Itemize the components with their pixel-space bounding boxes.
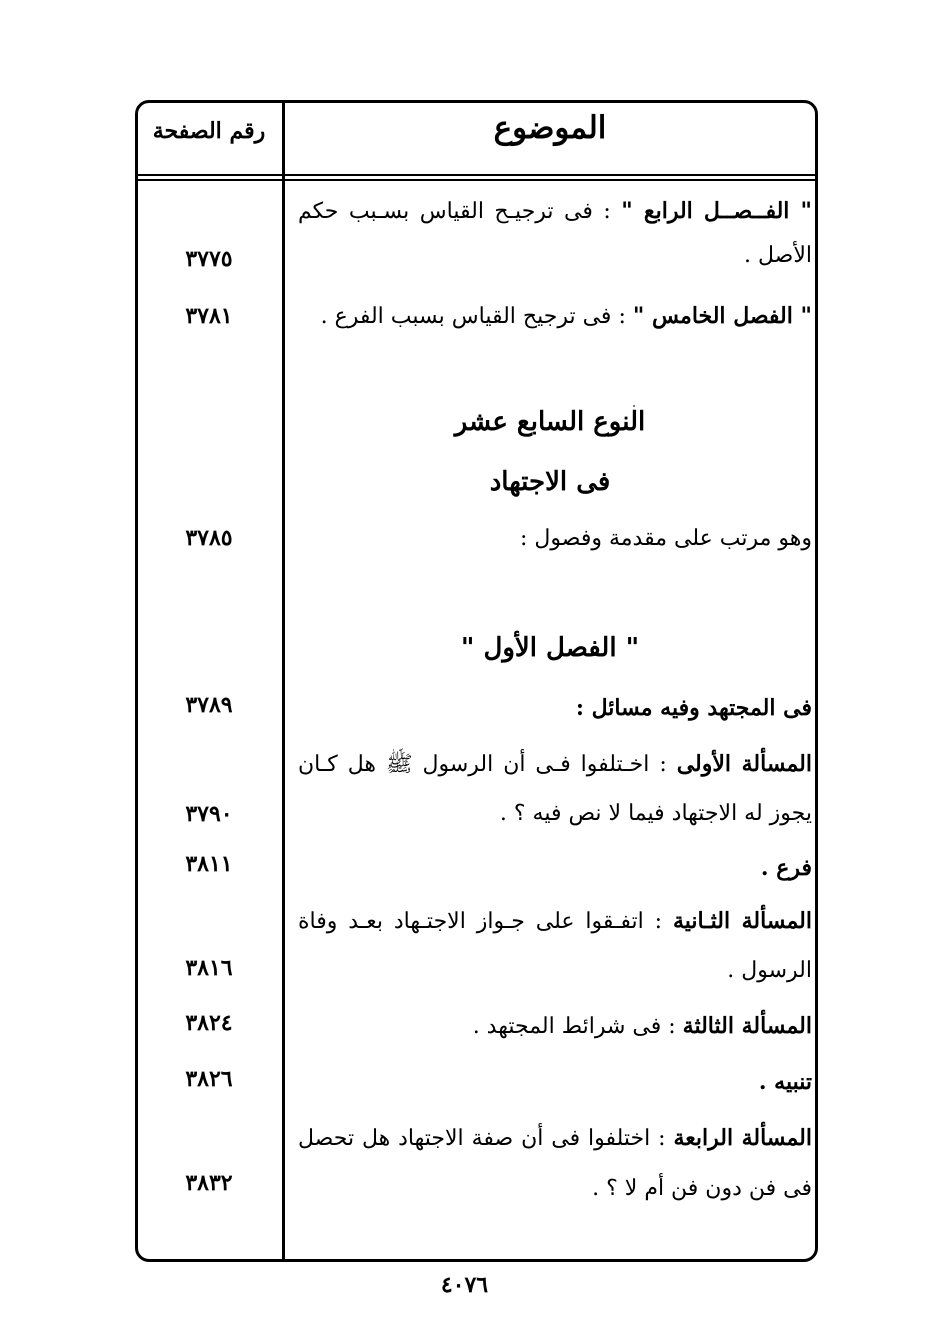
column-header-topic: الموضوع	[493, 110, 607, 146]
page-number: ٣٧٨١	[185, 303, 233, 329]
page-number: ٣٨١١	[185, 851, 233, 877]
toc-entry-line: " الفصل الخامس " : فى ترجيح القياس بسبب الفرع .	[320, 303, 812, 329]
toc-entry-line: فرع .	[760, 855, 812, 881]
toc-entry-line: فى المجتهد وفيه مسائل :	[575, 695, 812, 721]
page-number: ٣٨٢٦	[185, 1066, 233, 1092]
page-number: ٣٧٧٥	[185, 246, 233, 272]
section-heading: فى الاجتهاد	[489, 467, 611, 497]
header-rule	[135, 174, 818, 176]
header-rule-double	[135, 179, 818, 181]
toc-entry-line: المسألة الثالثة : فى شرائط المجتهد .	[472, 1013, 812, 1039]
toc-entry-line: فى فن دون فن أم لا ؟ .	[592, 1176, 812, 1201]
column-divider	[282, 100, 285, 1262]
chapter-heading: " الفصل الأول "	[460, 633, 640, 663]
page-number: ٣٧٨٩	[185, 692, 233, 718]
toc-entry-line: المسألة الرابعة : اختلفوا فى أن صفة الاجتهاد هل تحصل	[298, 1125, 812, 1151]
column-header-page-number: رقم الصفحة	[152, 118, 266, 144]
page-number: ٣٧٨٥	[185, 525, 233, 551]
page-number: ٣٧٩٠	[185, 801, 233, 827]
toc-entry-line: المسألة الأولى : اخـتلفوا فـى أن الرسول ﷺ هل كـان	[298, 751, 812, 777]
toc-entry-line: يجوز له الاجتهاد فيما لا نص فيه ؟ .	[499, 801, 812, 826]
toc-entry-line: المسألة الثـانية : اتفـقوا على جـواز الاجتـهاد بعـد وفاة	[298, 908, 812, 934]
page-number: ٣٨١٦	[185, 955, 233, 981]
toc-entry-line: الأصل .	[744, 243, 812, 268]
page-number: ٣٨٣٢	[185, 1170, 233, 1196]
toc-entry-line: وهو مرتب على مقدمة وفصول :	[520, 526, 812, 551]
page-footer-number: ٤٠٧٦	[440, 1272, 489, 1298]
toc-entry-line: الرسول .	[727, 958, 812, 983]
page-number: ٣٨٢٤	[185, 1010, 233, 1036]
toc-entry-line: تنبيه .	[758, 1069, 812, 1095]
section-heading: النوع السابع عشر	[454, 407, 646, 437]
toc-entry-line: " الفــصــل الرابع " : فى ترجيـح القياس بسـبب حكم	[298, 198, 813, 224]
